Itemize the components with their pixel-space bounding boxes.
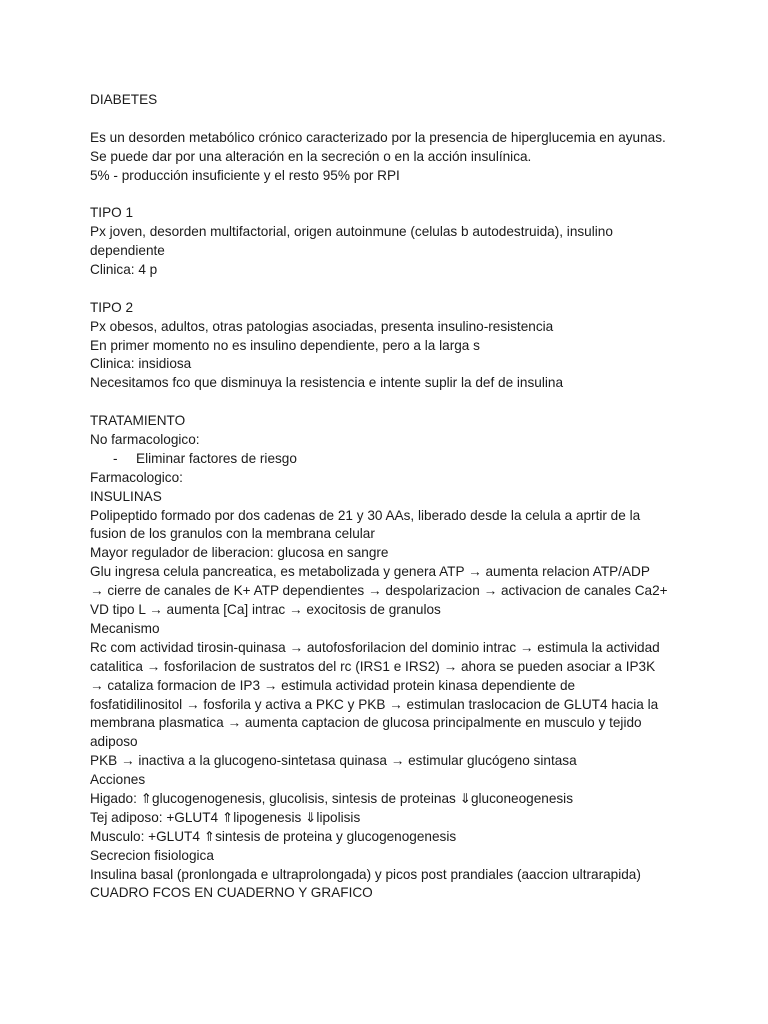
tipo1-line: dependiente	[90, 243, 165, 259]
tratamiento-heading: TRATAMIENTO	[90, 413, 186, 429]
section-heading-acciones: Acciones	[90, 772, 146, 788]
farmacologico-label: Farmacologico:	[90, 469, 183, 485]
text-line: fosfatidilinositol → fosforila y activa a PKC y PKB → estimulan traslocacion de GLUT4 hacia la	[90, 696, 659, 712]
tipo2-line: En primer momento no es insulino dependiente, pero a la larga s	[90, 337, 480, 353]
section-heading-mecanismo: Mecanismo	[90, 620, 160, 636]
text-line: → cierre de canales de K+ ATP dependientes → despolarizacion → activacion de canales Ca2+	[90, 583, 668, 599]
text-line: PKB → inactiva a la glucogeno-sintetasa quinasa → estimular glucógeno sintasa	[90, 753, 577, 769]
tipo1-line: Px joven, desorden multifactorial, origen autoinmune (celulas b autodestruida), insulino	[90, 224, 613, 240]
tipo2-heading: TIPO 2	[90, 299, 134, 315]
intro-line: Es un desorden metabólico crónico caracterizado por la presencia de hiperglucemia en ayunas.	[90, 129, 666, 145]
text-line: catalitica → fosforilacion de sustratos del rc (IRS1 e IRS2) → ahora se pueden asociar a IP3K	[90, 658, 656, 674]
text-line: adiposo	[90, 734, 138, 750]
text-line: Tej adiposo: +GLUT4 ⇑lipogenesis ⇓lipolisis	[90, 809, 361, 825]
tipo2-line: Clinica: insidiosa	[90, 356, 192, 372]
no-farmacologico-label: No farmacologico:	[90, 432, 200, 448]
text-line: Higado: ⇑glucogenogenesis, glucolisis, sintesis de proteinas ⇓gluconeogenesis	[90, 790, 573, 806]
text-line: CUADRO FCOS EN CUADERNO Y GRAFICO	[90, 885, 373, 901]
tipo2-line: Px obesos, adultos, otras patologias asociadas, presenta insulino-resistencia	[90, 318, 554, 334]
bullet-item	[90, 450, 690, 469]
tipo1-heading: TIPO 1	[90, 205, 134, 221]
bullet-text: Eliminar factores de riesgo	[136, 450, 297, 466]
text-line: → cataliza formacion de IP3 → estimula actividad protein kinasa dependiente de	[90, 677, 576, 693]
text-line: Glu ingresa celula pancreatica, es metabolizada y genera ATP → aumenta relacion ATP/ADP	[90, 564, 650, 580]
text-line: fusion de los granulos con la membrana celular	[90, 526, 375, 542]
tipo2-line: Necesitamos fco que disminuya la resistencia e intente suplir la def de insulina	[90, 375, 564, 391]
paragraph-spacer	[90, 110, 690, 129]
tipo1-line: Clinica: 4 p	[90, 262, 158, 278]
text-line: Rc com actividad tirosin-quinasa → autofosforilacion del dominio intrac → estimula la actividad	[90, 639, 660, 655]
paragraph-spacer	[90, 280, 690, 299]
paragraph-spacer	[90, 393, 690, 412]
bullet-dash: -	[113, 450, 118, 466]
text-line: Mayor regulador de liberacion: glucosa en sangre	[90, 545, 389, 561]
section-heading-secrecion: Secrecion fisiologica	[90, 847, 214, 863]
document-body	[90, 91, 690, 903]
paragraph-spacer	[90, 185, 690, 204]
tratamiento-lines	[90, 488, 690, 904]
text-line: VD tipo L → aumenta [Ca] intrac → exocitosis de granulos	[90, 602, 441, 618]
intro-line: 5% - producción insuficiente y el resto 95% por RPI	[90, 167, 400, 183]
text-line: membrana plasmatica → aumenta captacion de glucosa principalmente en musculo y tejido	[90, 715, 642, 731]
text-line: Polipeptido formado por dos cadenas de 21 y 30 AAs, liberado desde la celula a aprtir de la	[90, 507, 641, 523]
intro-line: Se puede dar por una alteración en la secreción o en la acción insulínica.	[90, 148, 532, 164]
section-heading-insulinas: INSULINAS	[90, 488, 162, 504]
text-line: Musculo: +GLUT4 ⇑sintesis de proteina y glucogenogenesis	[90, 828, 457, 844]
document-title: DIABETES	[90, 92, 158, 107]
text-line: Insulina basal (pronlongada e ultraprolongada) y picos post prandiales (aaccion ultrarapida)	[90, 866, 641, 882]
